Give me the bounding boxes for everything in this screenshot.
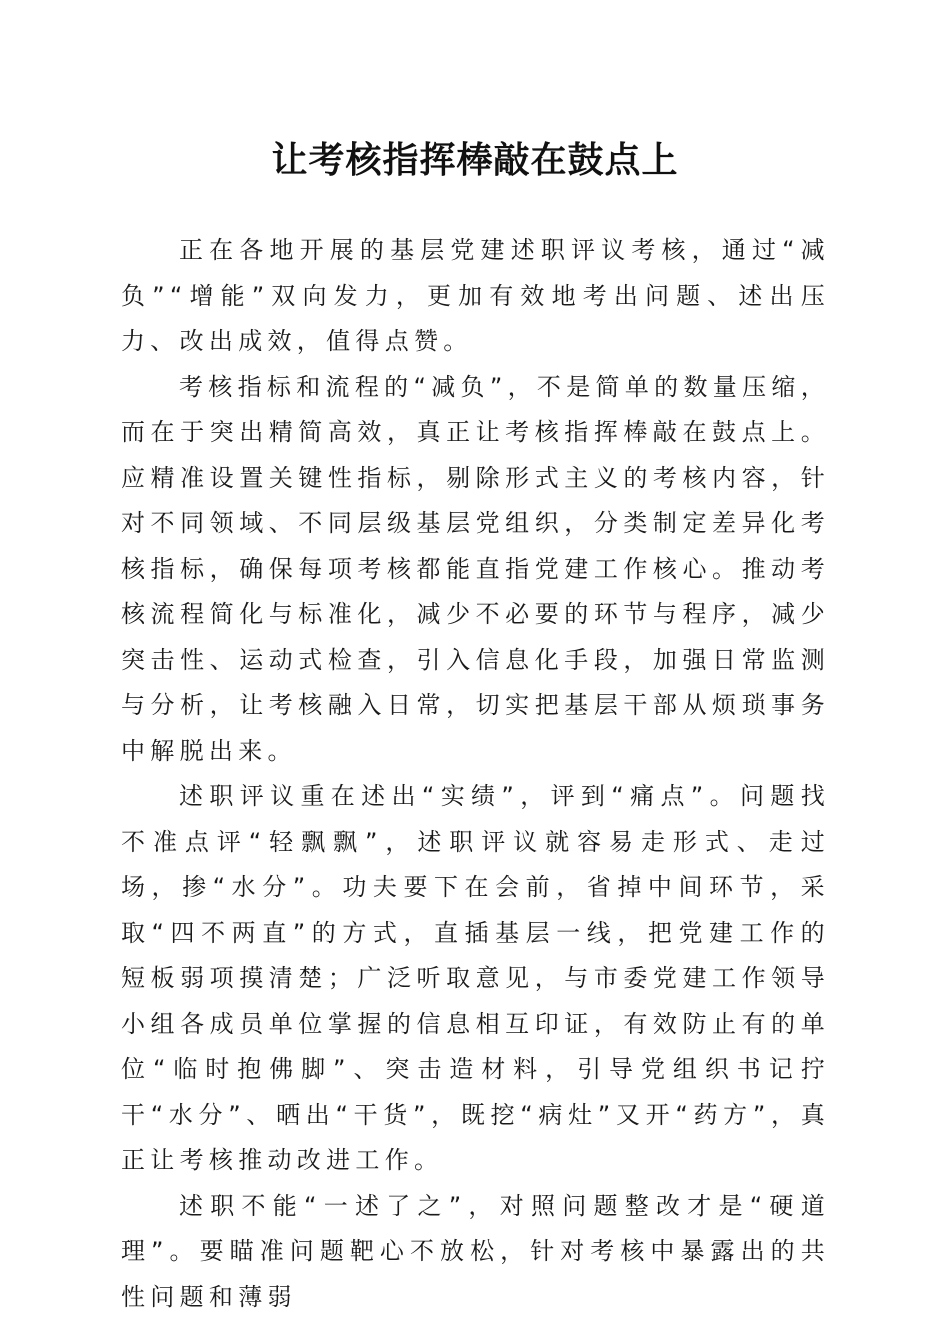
paragraph: 述职评议重在述出“实绩”，评到“痛点”。问题找不准点评“轻飘飘”，述职评议就容易走形式、走过场，掺“水分”。功夫要下在会前，省掉中间环节，采取“四不两直”的方式，直插基层一线，把党建工作的短板弱项摸清楚；广泛听取意见，与市委党建工作领导小组各成员单位掌握的信息相互印证，有效防止有的单位“临时抱佛脚”、突击造材料，引导党组织书记拧干“水分”、晒出“干货”，既挖“病灶”又开“药方”，真正让考核推动改进工作。: [121, 782, 830, 1174]
paragraph: 正在各地开展的基层党建述职评议考核，通过“减负”“增能”双向发力，更加有效地考出问题、述出压力、改出成效，值得点赞。: [121, 236, 830, 355]
paragraph: 考核指标和流程的“减负”，不是简单的数量压缩，而在于突出精简高效，真正让考核指挥棒敲在鼓点上。应精准设置关键性指标，剔除形式主义的考核内容，针对不同领域、不同层级基层党组织，分类制定差异化考核指标，确保每项考核都能直指党建工作核心。推动考核流程简化与标准化，减少不必要的环节与程序，减少突击性、运动式检查，引入信息化手段，加强日常监测与分析，让考核融入日常，切实把基层干部从烦琐事务中解脱出来。: [121, 372, 830, 765]
paragraph: 述职不能“一述了之”，对照问题整改才是“硬道理”。要瞄准问题靶心不放松，针对考核中暴露出的共性问题和薄弱: [121, 1191, 830, 1311]
article-body: [121, 228, 830, 1320]
page-title: 让考核指挥棒敲在鼓点上: [271, 139, 679, 181]
